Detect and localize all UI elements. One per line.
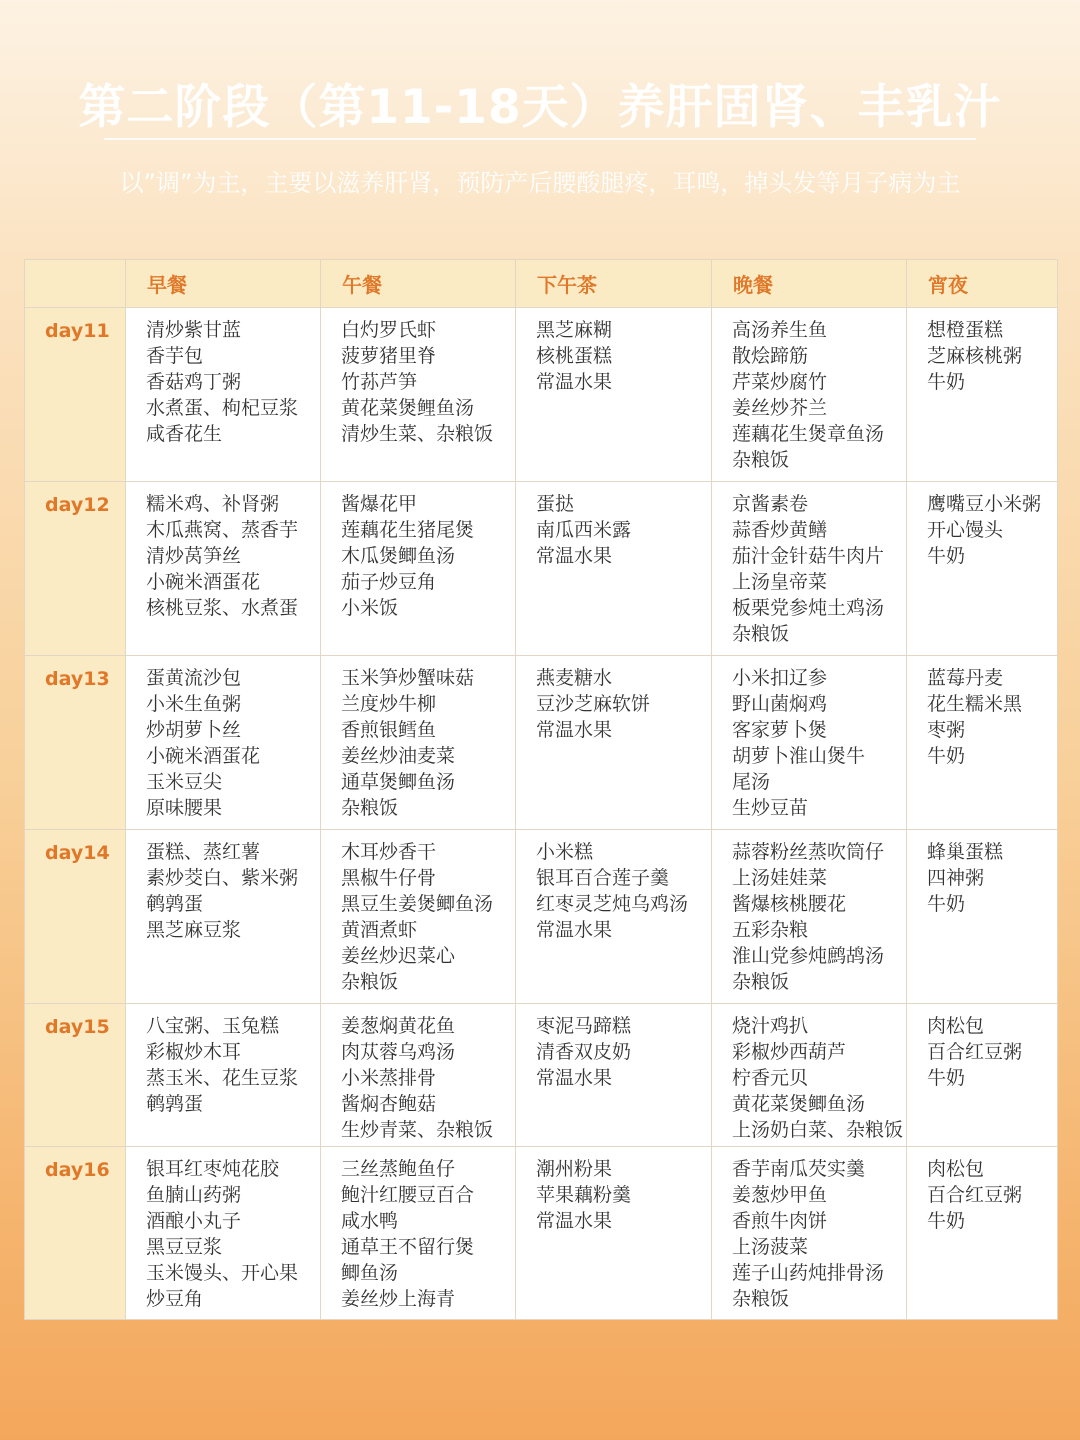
header-cell-dinner: 晚餐 — [712, 260, 907, 308]
dish-item: 鲫鱼汤 — [341, 1262, 399, 1284]
dish-item: 清炒生菜、杂粮饭 — [341, 423, 494, 445]
dish-item: 四神粥 — [927, 867, 985, 889]
dish-item: 常温水果 — [536, 1210, 613, 1232]
dish-item: 黄花菜煲鲤鱼汤 — [341, 397, 475, 419]
meal-cell-lunch — [321, 482, 516, 656]
dish-item: 蛋黄流沙包 — [146, 667, 242, 689]
meal-cell-lunch — [321, 1004, 516, 1147]
dish-item: 香煎牛肉饼 — [732, 1210, 828, 1232]
dish-item: 黄酒煮虾 — [341, 919, 418, 941]
dish-item: 常温水果 — [536, 545, 613, 567]
dish-item: 糯米鸡、补肾粥 — [146, 493, 280, 515]
table-row — [25, 1147, 1058, 1320]
dish-item: 开心馒头 — [927, 519, 1004, 541]
dish-item: 茄汁金针菇牛肉片 — [732, 545, 885, 567]
dish-item: 常温水果 — [536, 719, 613, 741]
dish-item: 小米生鱼粥 — [146, 693, 242, 715]
title-divider — [104, 138, 976, 140]
dish-item: 杂粮饭 — [732, 623, 790, 645]
meal-plan-table — [24, 259, 1058, 1320]
dish-item: 银耳百合莲子羹 — [536, 867, 670, 889]
page-subtitle: 以”调”为主，主要以滋养肝肾，预防产后腰酸腿疼，耳鸣，掉头发等月子病为主 — [119, 169, 961, 197]
dish-item: 杂粮饭 — [732, 449, 790, 471]
dish-item: 红枣灵芝炖乌鸡汤 — [536, 893, 689, 915]
dish-item: 黑豆生姜煲鲫鱼汤 — [341, 893, 494, 915]
dish-item: 通草煲鲫鱼汤 — [341, 771, 456, 793]
dish-item: 莲藕花生猪尾煲 — [341, 519, 475, 541]
meal-cell-breakfast — [126, 656, 321, 830]
dish-item: 上汤菠菜 — [732, 1236, 809, 1258]
dish-item: 肉松包 — [927, 1158, 985, 1180]
dish-item: 蛋糕、蒸红薯 — [146, 841, 261, 863]
dish-item: 鹌鹑蛋 — [146, 893, 204, 915]
meal-cell-lunch — [321, 308, 516, 482]
dish-item: 小米饭 — [341, 597, 399, 619]
dish-item: 黑芝麻豆浆 — [146, 919, 242, 941]
dish-item: 牛奶 — [927, 1067, 966, 1089]
dish-item: 燕麦糖水 — [536, 667, 613, 689]
dish-item: 通草王不留行煲 — [341, 1236, 475, 1258]
meal-cell-lunch — [321, 830, 516, 1004]
dish-item: 常温水果 — [536, 919, 613, 941]
dish-item: 百合红豆粥 — [927, 1184, 1023, 1206]
dish-item: 核桃蛋糕 — [536, 345, 613, 367]
meal-cell-dinner — [712, 1147, 907, 1320]
dish-item: 姜丝炒油麦菜 — [341, 745, 456, 767]
dish-item: 炒胡萝卜丝 — [146, 719, 242, 741]
dish-item: 杂粮饭 — [732, 971, 790, 993]
dish-item: 咸水鸭 — [341, 1210, 399, 1232]
dish-item: 鱼腩山药粥 — [146, 1184, 242, 1206]
meal-cell-breakfast — [126, 1147, 321, 1320]
header-cell-day — [25, 260, 126, 308]
meal-cell-late-snack — [907, 1147, 1058, 1320]
dish-item: 潮州粉果 — [536, 1158, 613, 1180]
dish-item: 枣粥 — [927, 719, 966, 741]
dish-item: 素炒茭白、紫米粥 — [146, 867, 299, 889]
dish-item: 尾汤 — [732, 771, 771, 793]
dish-item: 酱爆核桃腰花 — [732, 893, 847, 915]
dish-item: 蒜蓉粉丝蒸吹筒仔 — [732, 841, 885, 863]
dish-item: 黑椒牛仔骨 — [341, 867, 437, 889]
dish-item: 香芋南瓜芡实羹 — [732, 1158, 866, 1180]
dish-item: 玉米馒头、开心果 — [146, 1262, 299, 1284]
dish-item: 核桃豆浆、水煮蛋 — [146, 597, 299, 619]
dish-item: 芹菜炒腐竹 — [732, 371, 828, 393]
meal-cell-afternoon-tea — [516, 482, 712, 656]
table-body — [25, 308, 1058, 1320]
dish-item: 板栗党参炖土鸡汤 — [732, 597, 885, 619]
dish-item: 牛奶 — [927, 893, 966, 915]
meal-cell-breakfast — [126, 1004, 321, 1147]
meal-cell-lunch — [321, 656, 516, 830]
dish-item: 高汤养生鱼 — [732, 319, 828, 341]
dish-item: 鹌鹑蛋 — [146, 1093, 204, 1115]
dish-item: 小米糕 — [536, 841, 594, 863]
dish-item: 酒酿小丸子 — [146, 1210, 242, 1232]
meal-cell-breakfast — [126, 308, 321, 482]
dish-item: 蜂巢蛋糕 — [927, 841, 1004, 863]
table-row — [25, 482, 1058, 656]
dish-item: 炒豆角 — [146, 1288, 204, 1310]
dish-item: 酱爆花甲 — [341, 493, 418, 515]
dish-item: 竹荪芦笋 — [341, 371, 418, 393]
dish-item: 枣泥马蹄糕 — [536, 1015, 632, 1037]
dish-item: 银耳红枣炖花胶 — [146, 1158, 280, 1180]
dish-item: 木瓜煲鲫鱼汤 — [341, 545, 456, 567]
dish-item: 兰度炒牛柳 — [341, 693, 437, 715]
meal-cell-afternoon-tea — [516, 830, 712, 1004]
meal-cell-late-snack — [907, 1004, 1058, 1147]
dish-item: 上汤娃娃菜 — [732, 867, 828, 889]
dish-item: 茄子炒豆角 — [341, 571, 437, 593]
dish-item: 客家萝卜煲 — [732, 719, 828, 741]
meal-cell-breakfast — [126, 830, 321, 1004]
dish-item: 柠香元贝 — [732, 1067, 809, 1089]
dish-item: 姜葱焖黄花鱼 — [341, 1015, 456, 1037]
dish-item: 五彩杂粮 — [732, 919, 809, 941]
dish-item: 姜丝炒迟菜心 — [341, 945, 456, 967]
dish-item: 生炒青菜、杂粮饭 — [341, 1119, 494, 1141]
meal-cell-late-snack — [907, 308, 1058, 482]
dish-item: 牛奶 — [927, 371, 966, 393]
meal-cell-dinner — [712, 482, 907, 656]
dish-item: 水煮蛋、枸杞豆浆 — [146, 397, 299, 419]
dish-item: 彩椒炒西葫芦 — [732, 1041, 847, 1063]
dish-item: 牛奶 — [927, 545, 966, 567]
meal-cell-afternoon-tea — [516, 308, 712, 482]
dish-item: 清香双皮奶 — [536, 1041, 632, 1063]
meal-plan-table-container — [24, 259, 1057, 1320]
dish-item: 香煎银鳕鱼 — [341, 719, 437, 741]
meal-cell-afternoon-tea — [516, 1147, 712, 1320]
dish-item: 姜丝炒芥兰 — [732, 397, 828, 419]
dish-item: 肉松包 — [927, 1015, 985, 1037]
dish-item: 蓝莓丹麦 — [927, 667, 1004, 689]
day-label-cell: day15 — [25, 1004, 126, 1147]
dish-item: 杂粮饭 — [341, 971, 399, 993]
meal-cell-afternoon-tea — [516, 656, 712, 830]
meal-cell-lunch — [321, 1147, 516, 1320]
dish-item: 白灼罗氏虾 — [341, 319, 437, 341]
dish-item: 莲藕花生煲章鱼汤 — [732, 423, 885, 445]
dish-item: 清炒莴笋丝 — [146, 545, 242, 567]
dish-item: 花生糯米黑 — [927, 693, 1023, 715]
dish-item: 小碗米酒蛋花 — [146, 571, 261, 593]
dish-item: 木瓜燕窝、蒸香芋 — [146, 519, 299, 541]
meal-cell-dinner — [712, 1004, 907, 1147]
dish-item: 木耳炒香干 — [341, 841, 437, 863]
meal-cell-afternoon-tea — [516, 1004, 712, 1147]
meal-cell-late-snack — [907, 656, 1058, 830]
dish-item: 肉苁蓉乌鸡汤 — [341, 1041, 456, 1063]
dish-item: 胡萝卜淮山煲牛 — [732, 745, 866, 767]
meal-cell-late-snack — [907, 482, 1058, 656]
dish-item: 小米扣辽参 — [732, 667, 828, 689]
dish-item: 烧汁鸡扒 — [732, 1015, 809, 1037]
meal-cell-dinner — [712, 656, 907, 830]
header-cell-breakfast: 早餐 — [126, 260, 321, 308]
dish-item: 淮山党参炖鹧鸪汤 — [732, 945, 885, 967]
dish-item: 玉米豆尖 — [146, 771, 223, 793]
dish-item: 姜丝炒上海青 — [341, 1288, 456, 1310]
dish-item: 菠萝猪里脊 — [341, 345, 437, 367]
meal-cell-dinner — [712, 308, 907, 482]
dish-item: 牛奶 — [927, 745, 966, 767]
meal-cell-breakfast — [126, 482, 321, 656]
dish-item: 蒸玉米、花生豆浆 — [146, 1067, 299, 1089]
dish-item: 常温水果 — [536, 1067, 613, 1089]
dish-item: 小碗米酒蛋花 — [146, 745, 261, 767]
dish-item: 上汤皇帝菜 — [732, 571, 828, 593]
dish-item: 常温水果 — [536, 371, 613, 393]
dish-item: 黄花菜煲鲫鱼汤 — [732, 1093, 866, 1115]
table-row — [25, 1004, 1058, 1147]
table-row — [25, 308, 1058, 482]
dish-item: 百合红豆粥 — [927, 1041, 1023, 1063]
dish-item: 鹰嘴豆小米粥 — [927, 493, 1042, 515]
dish-item: 苹果藕粉羹 — [536, 1184, 632, 1206]
dish-item: 牛奶 — [927, 1210, 966, 1232]
dish-item: 小米蒸排骨 — [341, 1067, 437, 1089]
dish-item: 酱焖杏鲍菇 — [341, 1093, 437, 1115]
header-cell-afternoon-tea: 下午茶 — [516, 260, 712, 308]
dish-item: 蒜香炒黄鳝 — [732, 519, 828, 541]
dish-item: 咸香花生 — [146, 423, 223, 445]
header-cell-late-snack: 宵夜 — [907, 260, 1058, 308]
table-header-row — [25, 260, 1058, 308]
day-label-cell: day16 — [25, 1147, 126, 1320]
dish-item: 野山菌焖鸡 — [732, 693, 828, 715]
dish-item: 想橙蛋糕 — [927, 319, 1004, 341]
dish-item: 原味腰果 — [146, 797, 223, 819]
dish-item: 清炒紫甘蓝 — [146, 319, 242, 341]
dish-item: 南瓜西米露 — [536, 519, 632, 541]
meal-cell-late-snack — [907, 830, 1058, 1004]
dish-item: 黑豆豆浆 — [146, 1236, 223, 1258]
day-label-cell: day12 — [25, 482, 126, 656]
day-label-cell: day13 — [25, 656, 126, 830]
dish-item: 上汤奶白菜、杂粮饭 — [732, 1119, 904, 1141]
dish-item: 三丝蒸鲍鱼仔 — [341, 1158, 456, 1180]
dish-item: 芝麻核桃粥 — [927, 345, 1023, 367]
dish-item: 杂粮饭 — [732, 1288, 790, 1310]
page-title: 第二阶段（第11-18天）养肝固肾、丰乳汁 — [78, 80, 1002, 135]
table-row — [25, 830, 1058, 1004]
day-label-cell: day14 — [25, 830, 126, 1004]
dish-item: 香芋包 — [146, 345, 204, 367]
header-cell-lunch: 午餐 — [321, 260, 516, 308]
meal-cell-dinner — [712, 830, 907, 1004]
dish-item: 豆沙芝麻软饼 — [536, 693, 651, 715]
table-row — [25, 656, 1058, 830]
day-label-cell: day11 — [25, 308, 126, 482]
dish-item: 杂粮饭 — [341, 797, 399, 819]
dish-item: 散烩蹄筋 — [732, 345, 809, 367]
dish-item: 生炒豆苗 — [732, 797, 809, 819]
dish-item: 玉米笋炒蟹味菇 — [341, 667, 475, 689]
dish-item: 蛋挞 — [536, 493, 575, 515]
dish-item: 彩椒炒木耳 — [146, 1041, 242, 1063]
dish-item: 香菇鸡丁粥 — [146, 371, 242, 393]
dish-item: 京酱素卷 — [732, 493, 809, 515]
dish-item: 黑芝麻糊 — [536, 319, 613, 341]
dish-item: 姜葱炒甲鱼 — [732, 1184, 828, 1206]
dish-item: 八宝粥、玉兔糕 — [146, 1015, 280, 1037]
dish-item: 莲子山药炖排骨汤 — [732, 1262, 885, 1284]
dish-item: 鲍汁红腰豆百合 — [341, 1184, 475, 1206]
